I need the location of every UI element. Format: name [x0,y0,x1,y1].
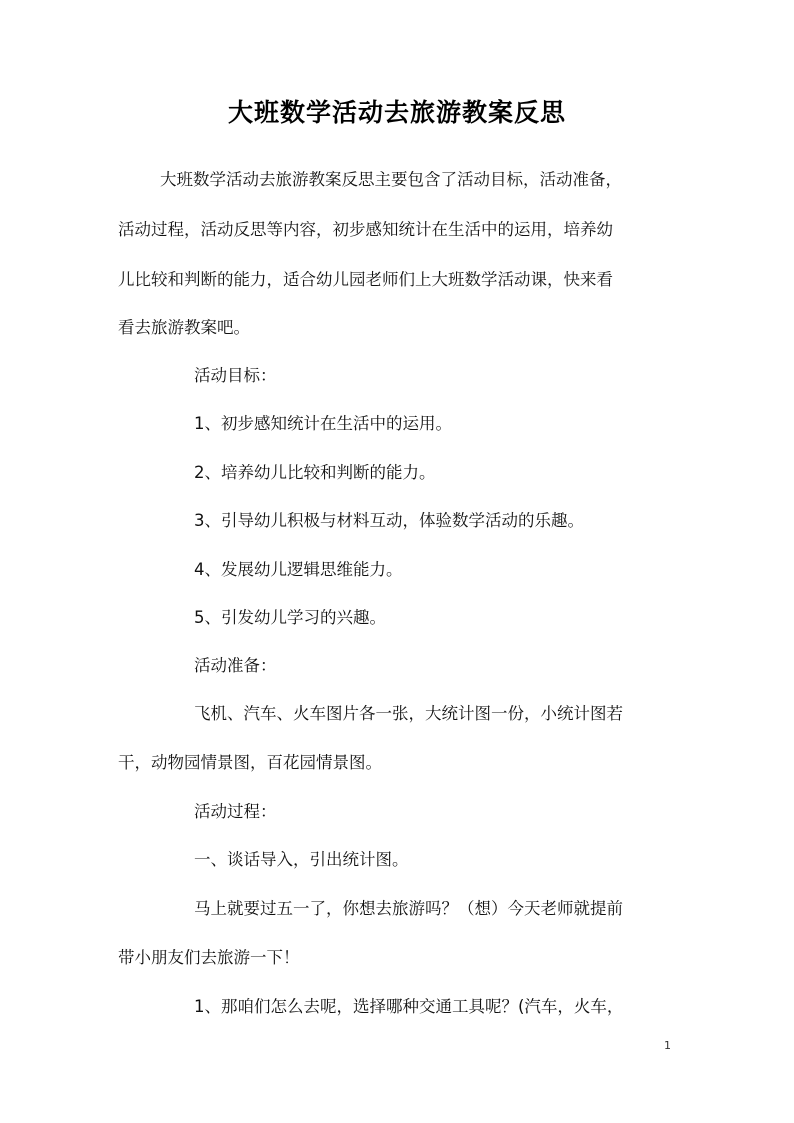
section-heading: 活动目标： [194,366,277,385]
paragraph-line: 大班数学活动去旅游教案反思主要包含了活动目标，活动准备， [160,170,622,189]
list-item: 5、引发幼儿学习的兴趣。 [194,608,386,627]
list-item: 2、培养幼儿比较和判断的能力。 [194,463,436,482]
paragraph-line: 带小朋友们去旅游一下！ [118,948,300,967]
list-item: 4、发展幼儿逻辑思维能力。 [194,560,403,579]
paragraph-line: 马上就要过五一了，你想去旅游吗？（想）今天老师就提前 [194,899,623,918]
paragraph-line: 飞机、汽车、火车图片各一张，大统计图一份，小统计图若 [194,704,623,723]
list-item: 3、引导幼儿积极与材料互动，体验数学活动的乐趣。 [194,511,584,530]
page-number: 1 [664,1039,671,1052]
paragraph-line: 活动过程，活动反思等内容，初步感知统计在生活中的运用，培养幼 [118,220,613,239]
paragraph-line: 儿比较和判断的能力，适合幼儿园老师们上大班数学活动课，快来看 [118,270,613,289]
list-item: 1、初步感知统计在生活中的运用。 [194,414,452,433]
subsection-heading: 一、谈话导入，引出统计图。 [194,850,409,869]
paragraph-line: 干，动物园情景图，百花园情景图。 [118,753,382,772]
section-heading: 活动准备： [194,656,277,675]
paragraph-line: 1、那咱们怎么去呢，选择哪种交通工具呢？(汽车，火车， [194,997,624,1016]
document-title: 大班数学活动去旅游教案反思 [227,98,566,127]
section-heading: 活动过程： [194,802,277,821]
paragraph-line: 看去旅游教案吧。 [118,318,250,337]
